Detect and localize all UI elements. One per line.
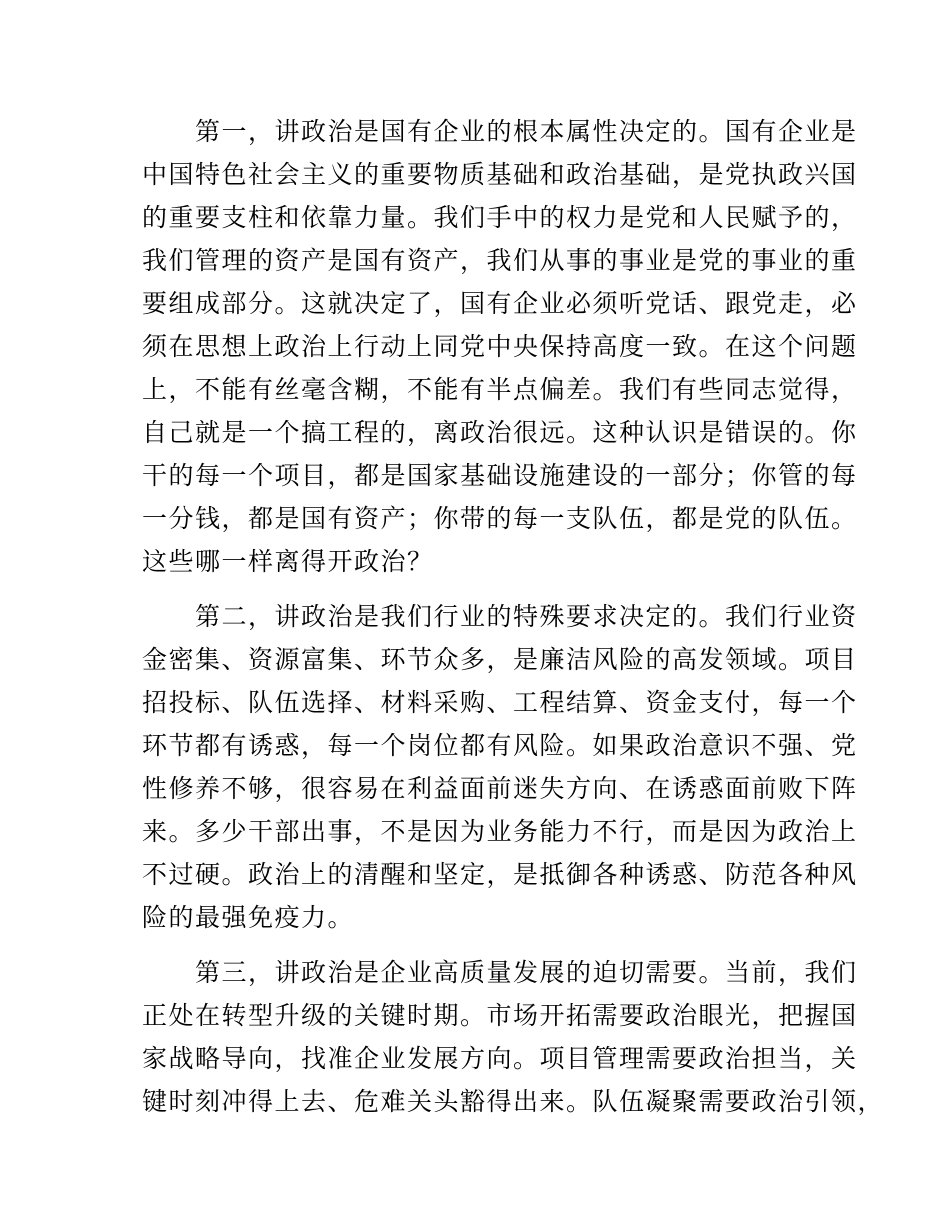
- paragraph-line: 环节都有诱惑，每一个岗位都有风险。如果政治意识不强、党: [142, 731, 858, 760]
- paragraph-line: 须在思想上政治上行动上同党中央保持高度一致。在这个问题: [142, 332, 858, 361]
- paragraph-line: 第一，讲政治是国有企业的根本属性决定的。国有企业是: [142, 117, 858, 146]
- paragraph-line: 上，不能有丝毫含糊，不能有半点偏差。我们有些同志觉得，: [142, 375, 858, 404]
- paragraph-line: 金密集、资源富集、环节众多，是廉洁风险的高发领域。项目: [142, 645, 858, 674]
- paragraph-line: 第二，讲政治是我们行业的特殊要求决定的。我们行业资: [142, 602, 858, 631]
- paragraph-line: 自己就是一个搞工程的，离政治很远。这种认识是错误的。你: [142, 418, 858, 447]
- paragraph-3: [142, 951, 885, 1123]
- paragraph-1: [142, 110, 858, 583]
- paragraph-line: 要组成部分。这就决定了，国有企业必须听党话、跟党走，必: [142, 289, 858, 318]
- paragraph-line: 键时刻冲得上去、危难关头豁得出来。队伍凝聚需要政治引领，: [142, 1087, 885, 1116]
- paragraph-line: 我们管理的资产是国有资产，我们从事的事业是党的事业的重: [142, 246, 858, 275]
- paragraph-line: 的重要支柱和依靠力量。我们手中的权力是党和人民赋予的，: [142, 203, 858, 232]
- paragraph-2: [142, 595, 858, 939]
- document-body: [142, 110, 885, 1135]
- paragraph-line: 家战略导向，找准企业发展方向。项目管理需要政治担当，关: [142, 1044, 858, 1073]
- paragraph-line: 这些哪一样离得开政治？: [142, 547, 434, 576]
- paragraph-line: 干的每一个项目，都是国家基础设施建设的一部分；你管的每: [142, 461, 858, 490]
- paragraph-line: 第三，讲政治是企业高质量发展的迫切需要。当前，我们: [142, 958, 858, 987]
- paragraph-line: 中国特色社会主义的重要物质基础和政治基础，是党执政兴国: [142, 160, 858, 189]
- paragraph-line: 正处在转型升级的关键时期。市场开拓需要政治眼光，把握国: [142, 1001, 858, 1030]
- paragraph-line: 不过硬。政治上的清醒和坚定，是抵御各种诱惑、防范各种风: [142, 860, 858, 889]
- paragraph-line: 性修养不够，很容易在利益面前迷失方向、在诱惑面前败下阵: [142, 774, 858, 803]
- paragraph-line: 险的最强免疫力。: [142, 903, 355, 932]
- paragraph-line: 招投标、队伍选择、材料采购、工程结算、资金支付，每一个: [142, 688, 858, 717]
- paragraph-line: 来。多少干部出事，不是因为业务能力不行，而是因为政治上: [142, 817, 858, 846]
- paragraph-line: 一分钱，都是国有资产；你带的每一支队伍，都是党的队伍。: [142, 504, 858, 533]
